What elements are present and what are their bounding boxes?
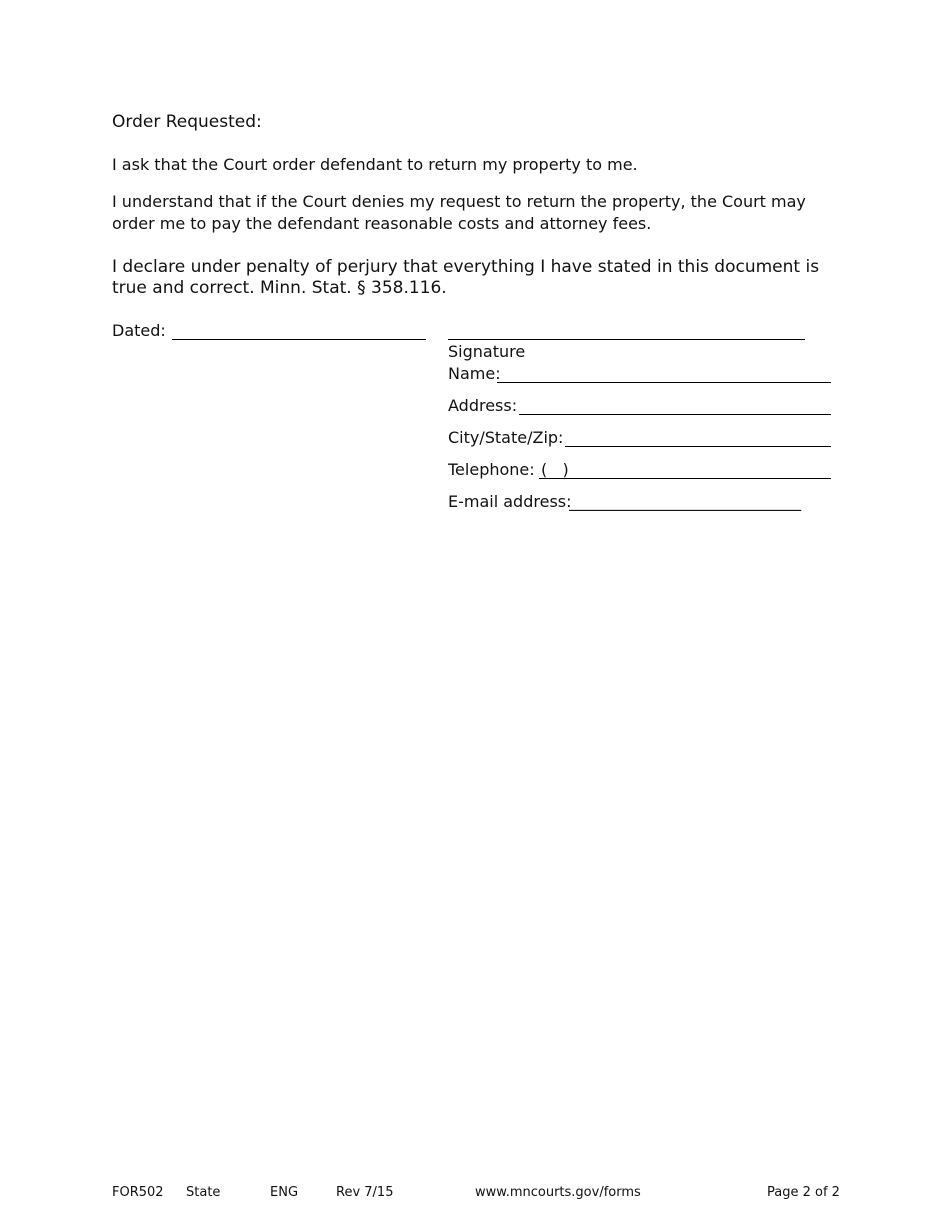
footer-page-number: Page 2 of 2 xyxy=(767,1185,840,1200)
city-state-zip-label: City/State/Zip: xyxy=(448,428,564,447)
signature-label: Signature xyxy=(448,342,526,361)
dated-line[interactable] xyxy=(172,339,426,340)
address-label: Address: xyxy=(448,396,518,415)
email-line[interactable]: _____________________________ xyxy=(569,492,801,511)
declaration-paragraph: I declare under penalty of perjury that everything I have stated in this document is true and correct. Minn. Stat. § 358.116. xyxy=(112,257,820,298)
city-state-zip-line[interactable] xyxy=(565,446,831,447)
telephone-line[interactable] xyxy=(539,478,831,479)
signature-line[interactable] xyxy=(448,339,805,340)
request-paragraph: I ask that the Court order defendant to return my property to me. xyxy=(112,155,638,174)
address-line[interactable] xyxy=(519,414,831,415)
footer-revision: Rev 7/15 xyxy=(336,1185,394,1200)
dated-label: Dated: xyxy=(112,321,166,340)
name-line[interactable] xyxy=(497,382,831,383)
understanding-paragraph: I understand that if the Court denies my request to return the property, the Court may order me to pay the defendant reasonable costs and attorney fees. xyxy=(112,192,806,233)
footer-form-id: FOR502 xyxy=(112,1185,164,1200)
telephone-label: Telephone: xyxy=(448,460,535,479)
telephone-area-code: ( ) xyxy=(541,460,569,479)
footer-jurisdiction: State xyxy=(186,1185,221,1200)
footer-language: ENG xyxy=(270,1185,299,1200)
email-label: E-mail address: xyxy=(448,492,572,511)
order-requested-heading: Order Requested: xyxy=(112,112,262,132)
footer-url[interactable]: www.mncourts.gov/forms xyxy=(475,1185,641,1200)
name-label: Name: xyxy=(448,364,501,383)
